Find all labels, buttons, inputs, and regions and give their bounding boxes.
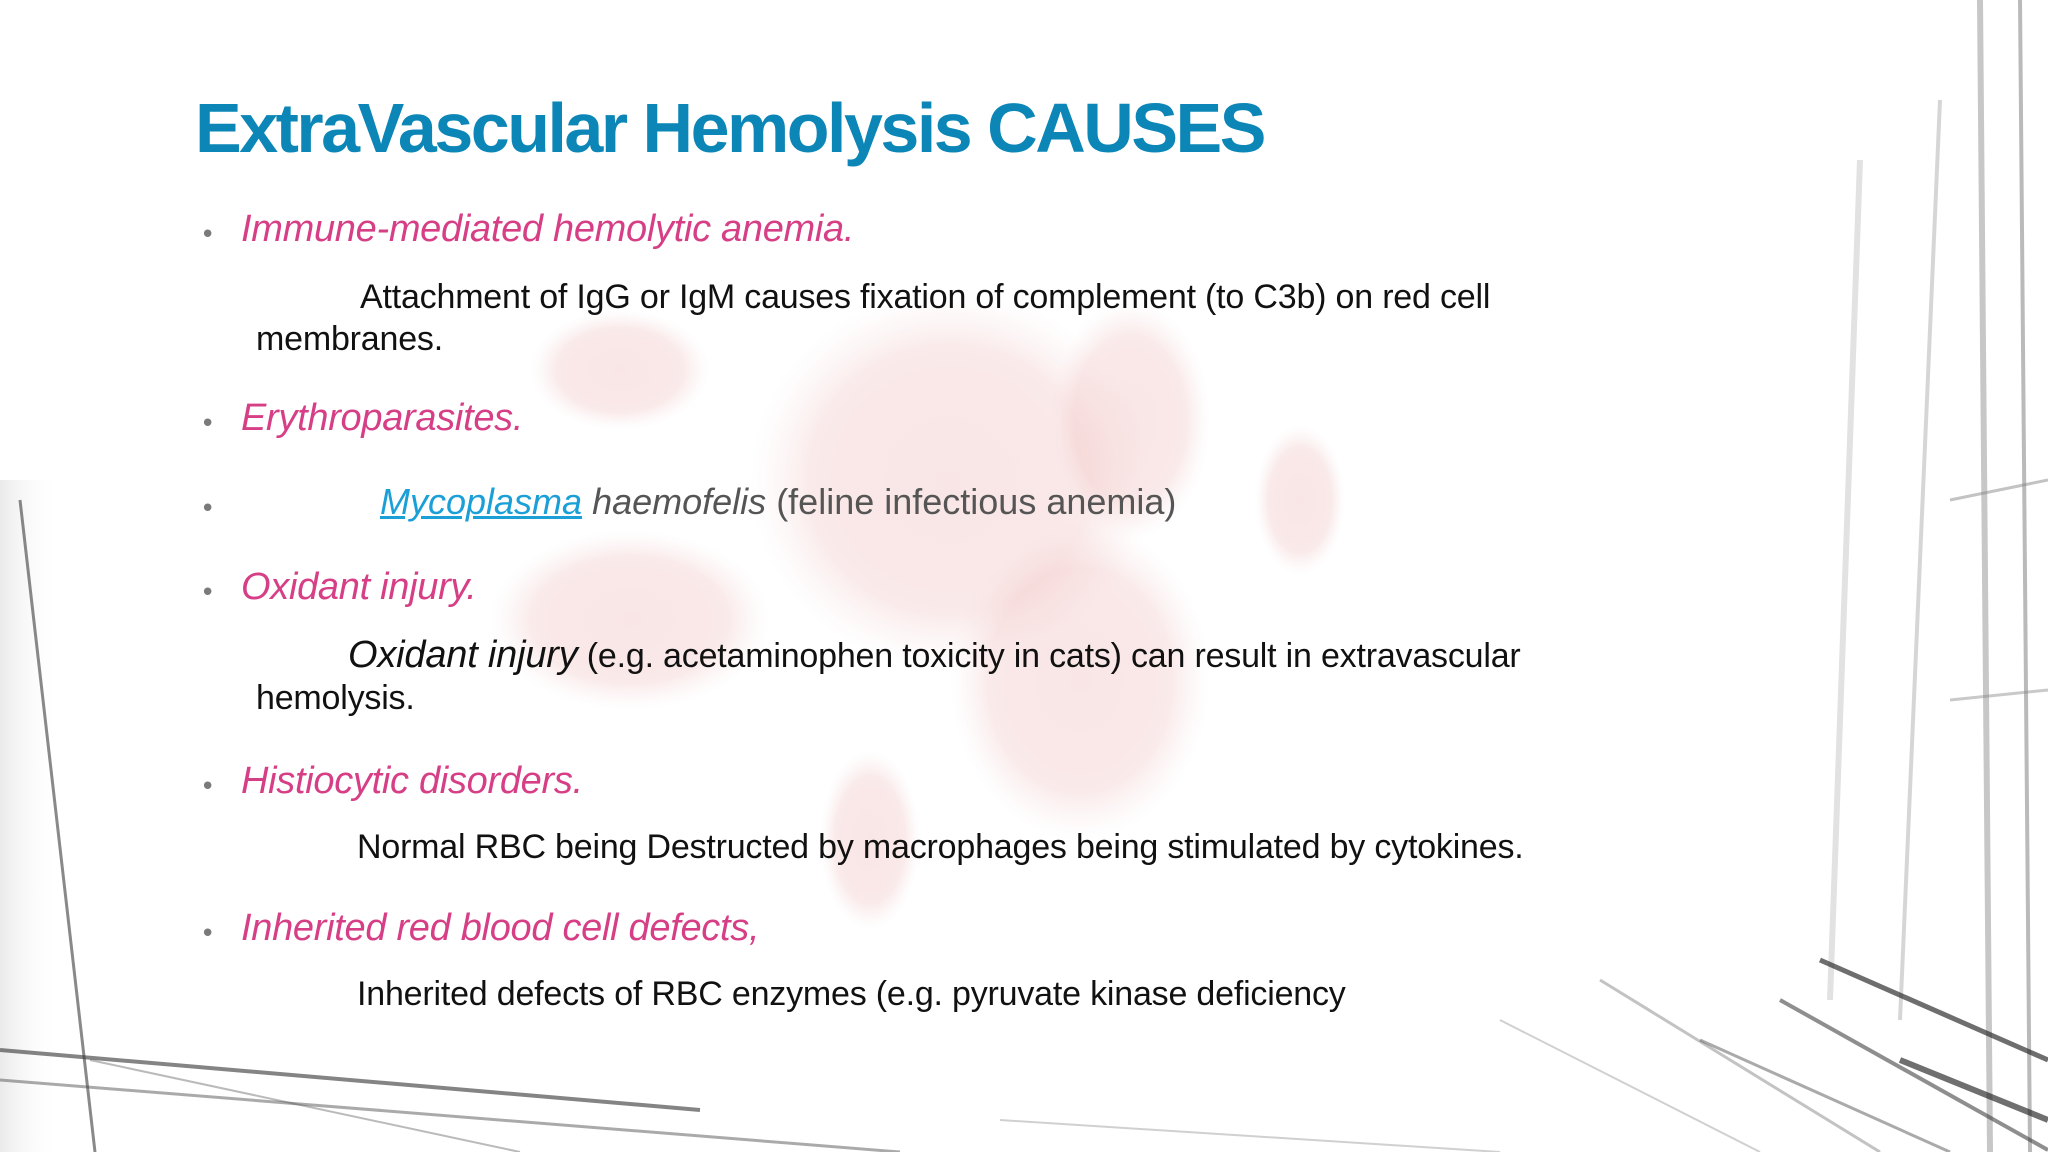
cause-detail-oxidant [256, 634, 1521, 719]
species-name: haemofelis [592, 481, 767, 522]
bullet-marker: • [200, 772, 216, 802]
detail-line: Inherited defects of RBC enzymes (e.g. pyruvate kinase deficiency [357, 975, 1346, 1013]
slide-title: ExtraVascular Hemolysis CAUSES [195, 89, 1264, 167]
mycoplasma-line [380, 481, 1176, 523]
bullet-marker: • [200, 494, 216, 524]
bullet-marker: • [200, 409, 216, 439]
detail-lead: Oxidant injury [348, 634, 578, 676]
bullet-marker: • [200, 578, 216, 608]
detail-text: (e.g. acetaminophen toxicity in cats) can result in extravascular [586, 637, 1521, 675]
cause-heading-oxidant: Oxidant injury. [241, 566, 477, 608]
cause-detail-inherited [256, 973, 1346, 1015]
detail-line: hemolysis. [256, 679, 415, 717]
species-note: (feline infectious anemia) [776, 481, 1177, 522]
cause-heading-histiocytic: Histiocytic disorders. [241, 760, 583, 802]
cause-heading-inherited: Inherited red blood cell defects, [241, 907, 760, 949]
cause-heading-erythroparasites: Erythroparasites. [241, 397, 524, 439]
mycoplasma-link[interactable]: Mycoplasma [380, 481, 583, 522]
cause-detail-histiocytic [256, 826, 1524, 868]
cause-heading-immune: Immune-mediated hemolytic anemia. [241, 208, 855, 250]
detail-line: Normal RBC being Destructed by macrophages being stimulated by cytokines. [357, 828, 1524, 866]
bullet-marker: • [200, 919, 216, 949]
cause-detail-immune [256, 276, 1490, 360]
bullet-marker: • [200, 220, 216, 250]
detail-line: Attachment of IgG or IgM causes fixation of complement (to C3b) on red cell [360, 278, 1491, 316]
detail-line: membranes. [256, 320, 443, 358]
detail-line [256, 634, 1521, 677]
